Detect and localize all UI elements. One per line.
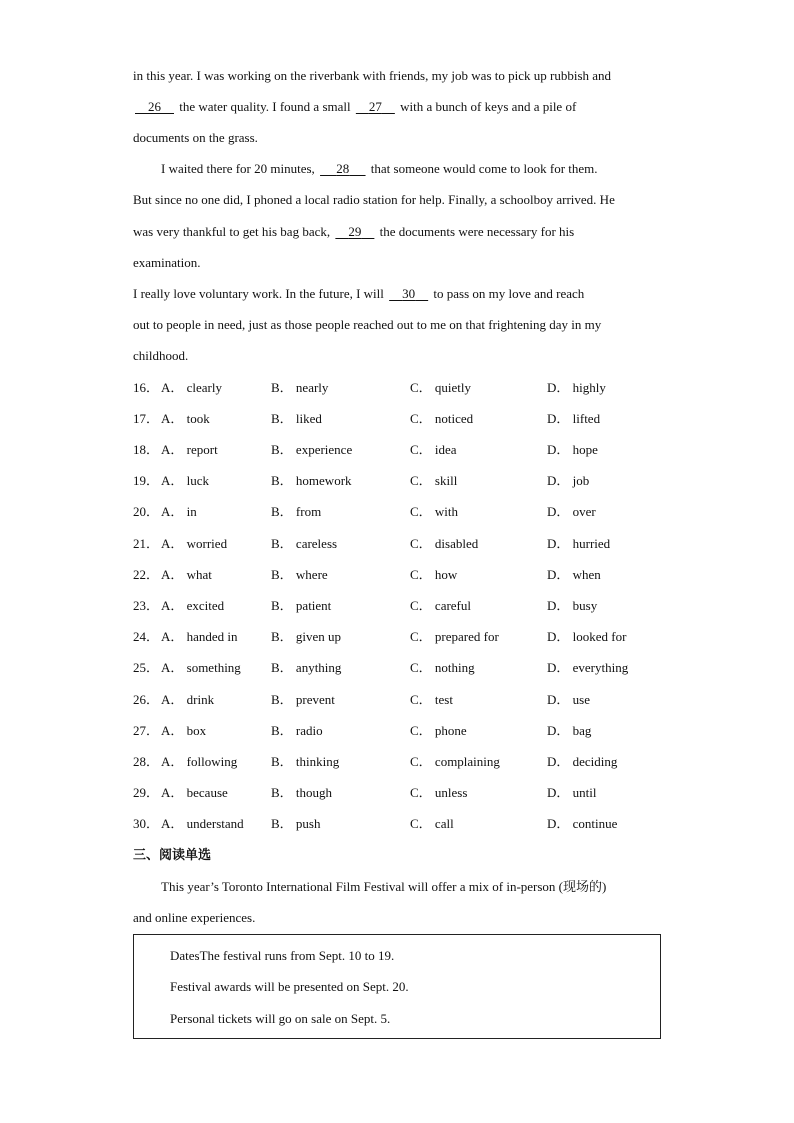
question-number: 24． [133, 629, 160, 644]
question-20 [133, 504, 673, 520]
question-23 [133, 598, 673, 614]
passage-line-8-text-b: to pass on my love and reach [430, 286, 585, 301]
option-d: D． job [547, 473, 590, 488]
option-a: A． handed in [161, 629, 238, 644]
option-d: D． over [547, 504, 596, 519]
option-d: D． highly [547, 380, 606, 395]
passage-line-4 [161, 161, 691, 177]
reading-intro-line-2: and online experiences. [133, 910, 256, 925]
option-c: C． call [410, 816, 454, 831]
passage-line-3: documents on the grass. [133, 130, 258, 145]
blank-26 [133, 99, 176, 115]
option-a: A． in [161, 504, 197, 519]
option-c: C． unless [410, 785, 468, 800]
question-24 [133, 629, 673, 645]
option-c: C． careful [410, 598, 472, 613]
option-d: D． until [547, 785, 597, 800]
passage-line-2-text-a: the water quality. I found a small [176, 99, 354, 114]
option-b: B． patient [271, 598, 332, 613]
question-17 [133, 411, 673, 427]
question-26 [133, 692, 673, 708]
option-b: B． given up [271, 629, 342, 644]
option-d: D． lifted [547, 411, 601, 426]
question-22 [133, 567, 673, 583]
option-a: A． clearly [161, 380, 223, 395]
info-box [133, 934, 661, 1039]
option-d: D． continue [547, 816, 618, 831]
passage-line-2-text-b: with a bunch of keys and a pile of [396, 99, 577, 114]
option-a: A． what [161, 567, 212, 582]
option-b: B． anything [271, 660, 342, 675]
passage-line-5: But since no one did, I phoned a local radio station for help. Finally, a schoolboy arrived. He [133, 192, 615, 207]
option-c: C． how [410, 567, 458, 582]
info-box-line-3: Personal tickets will go on sale on Sept. 5. [170, 1011, 391, 1026]
question-number: 30． [133, 816, 160, 831]
option-c: C． with [410, 504, 459, 519]
option-b: B． radio [271, 723, 323, 738]
passage-line-8 [133, 286, 663, 302]
option-b: B． where [271, 567, 328, 582]
info-box-line-1: DatesThe festival runs from Sept. 10 to 19. [170, 948, 395, 963]
passage-line-8-text-a: I really love voluntary work. In the future, I will [133, 286, 388, 301]
option-c: C． disabled [410, 536, 479, 551]
blank-28-number: 28 [336, 161, 350, 176]
option-c: C． skill [410, 473, 458, 488]
question-28 [133, 754, 673, 770]
question-27 [133, 723, 673, 739]
question-number: 19． [133, 473, 160, 488]
option-b: B． from [271, 504, 322, 519]
blank-29 [333, 224, 376, 240]
option-c: C． nothing [410, 660, 475, 675]
question-number: 25． [133, 660, 160, 675]
passage-line-4-text-b: that someone would come to look for them. [367, 161, 598, 176]
blank-26-number: 26 [148, 99, 161, 114]
blank-28 [318, 161, 368, 177]
option-c: C． idea [410, 442, 457, 457]
question-number: 21． [133, 536, 160, 551]
option-a: A． worried [161, 536, 228, 551]
blank-29-number: 29 [348, 224, 362, 239]
option-b: B． experience [271, 442, 353, 457]
option-b: B． prevent [271, 692, 335, 707]
option-b: B． thinking [271, 754, 340, 769]
passage-line-9: out to people in need, just as those people reached out to me on that frightening day in my [133, 317, 602, 332]
question-number: 29． [133, 785, 160, 800]
option-d: D． looked for [547, 629, 627, 644]
passage-line-2 [133, 99, 663, 115]
option-b: B． liked [271, 411, 322, 426]
question-number: 26． [133, 692, 160, 707]
option-d: D． bag [547, 723, 592, 738]
question-number: 27． [133, 723, 160, 738]
reading-intro-line-1: This year’s Toronto International Film Festival will offer a mix of in-person (现场的) [161, 879, 607, 894]
option-a: A． took [161, 411, 210, 426]
option-d: D． busy [547, 598, 598, 613]
option-b: B． careless [271, 536, 338, 551]
question-16 [133, 380, 673, 396]
option-a: A． something [161, 660, 241, 675]
option-b: B． though [271, 785, 333, 800]
option-b: B． homework [271, 473, 352, 488]
question-30 [133, 816, 673, 832]
option-d: D． everything [547, 660, 629, 675]
option-a: A． drink [161, 692, 215, 707]
question-19 [133, 473, 673, 489]
option-a: A． excited [161, 598, 225, 613]
question-25 [133, 660, 673, 676]
question-number: 23． [133, 598, 160, 613]
option-d: D． hope [547, 442, 598, 457]
option-a: A． following [161, 754, 238, 769]
question-number: 16． [133, 380, 160, 395]
option-c: C． test [410, 692, 453, 707]
option-c: C． quietly [410, 380, 472, 395]
option-c: C． prepared for [410, 629, 499, 644]
option-d: D． hurried [547, 536, 611, 551]
option-b: B． push [271, 816, 321, 831]
question-number: 22． [133, 567, 160, 582]
section-heading: 三、阅读单选 [133, 848, 212, 863]
passage-line-6 [133, 224, 663, 240]
question-29 [133, 785, 673, 801]
passage-line-7: examination. [133, 255, 201, 270]
option-a: A． report [161, 442, 218, 457]
question-18 [133, 442, 673, 458]
option-d: D． use [547, 692, 590, 707]
option-d: D． deciding [547, 754, 618, 769]
question-21 [133, 536, 673, 552]
option-a: A． luck [161, 473, 210, 488]
question-number: 18． [133, 442, 160, 457]
blank-27-number: 27 [368, 99, 382, 114]
passage-line-6-text-a: was very thankful to get his bag back, [133, 224, 334, 239]
option-a: A． because [161, 785, 228, 800]
passage-line-1: in this year. I was working on the riverbank with friends, my job was to pick up rubbish and [133, 68, 612, 83]
question-number: 28． [133, 754, 160, 769]
option-d: D． when [547, 567, 601, 582]
option-a: A． box [161, 723, 207, 738]
passage-line-6-text-b: the documents were necessary for his [376, 224, 575, 239]
option-c: C． phone [410, 723, 467, 738]
blank-27 [354, 99, 397, 115]
passage-line-10: childhood. [133, 348, 189, 363]
question-number: 20． [133, 504, 160, 519]
passage-line-4-text-a: I waited there for 20 minutes, [161, 161, 319, 176]
info-box-line-2: Festival awards will be presented on Sept. 20. [170, 979, 409, 994]
question-number: 17． [133, 411, 160, 426]
blank-30 [387, 286, 430, 302]
option-a: A． understand [161, 816, 244, 831]
blank-30-number: 30 [402, 286, 416, 301]
option-b: B． nearly [271, 380, 329, 395]
option-c: C． noticed [410, 411, 474, 426]
option-c: C． complaining [410, 754, 500, 769]
